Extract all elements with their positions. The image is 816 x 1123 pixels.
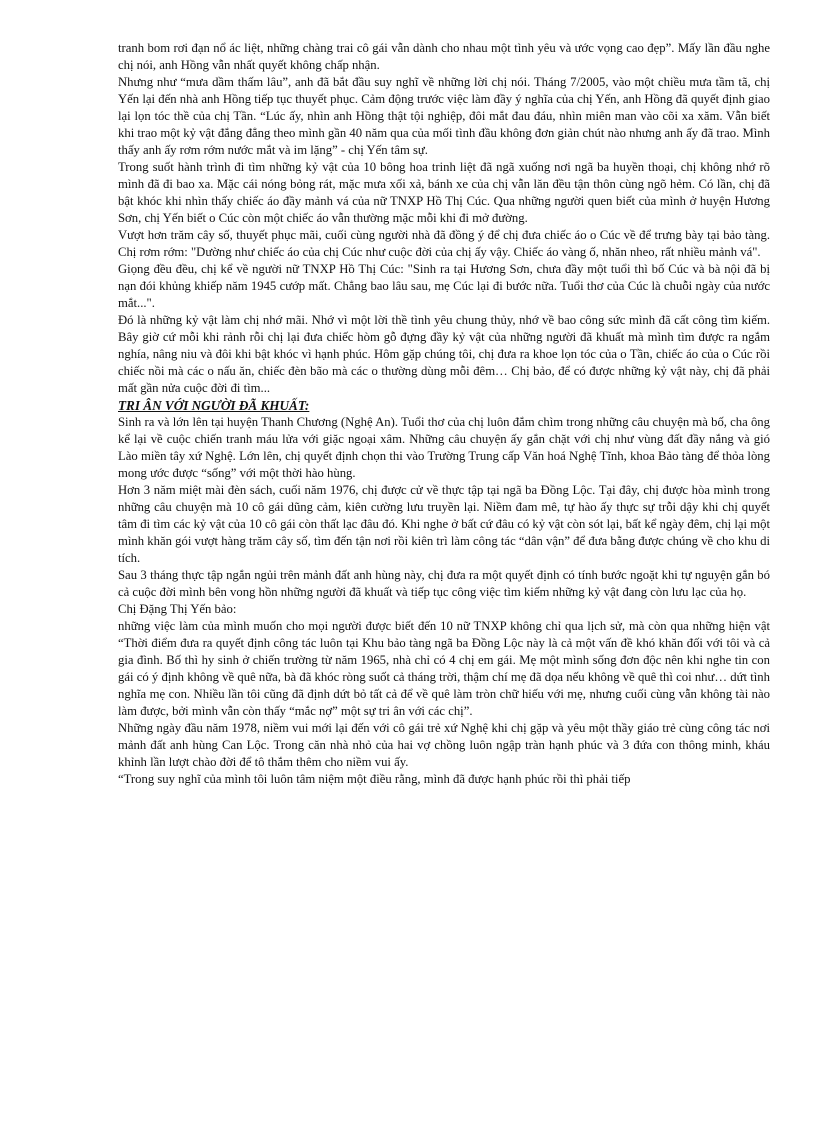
paragraph-4: Vượt hơn trăm cây số, thuyết phục mãi, cuối cùng người nhà đã đồng ý để chị đưa chiếc áo o Cúc về để trưng bày tại bảo tàng. Chị rơm rớm: "Dường như chiếc áo của chị Cúc như cuộc đời của chị ấy vậy. Chiếc áo vàng ố, nhăn nheo, rất nhiều mảnh vá".: [118, 228, 770, 259]
paragraph-3: Trong suốt hành trình đi tìm những kỷ vật của 10 bông hoa trinh liệt đã ngã xuống nơi ngã ba huyền thoại, chị không nhớ rõ mình đã đi bao xa. Mặc cái nóng bỏng rát, mặc mưa xối xả, bánh xe của chị vẫn lăn đều tận thôn cùng ngõ hẻm. Có lần, chị đã bật khóc khi nhìn thấy chiếc áo đầy mảnh vá của nữ TNXP Hồ Thị Cúc. Qua những người quen biết của mình ở huyện Hương Sơn, chị Yến biết o Cúc còn một chiếc áo vẫn thường mặc mỗi khi đi mở đường.: [118, 160, 770, 225]
paragraph-6: Đó là những kỷ vật làm chị nhớ mãi. Nhớ vì một lời thề tình yêu chung thủy, nhớ về bao công sức mình đã cất công tìm kiếm. Bây giờ cứ mỗi khi rảnh rỗi chị lại đưa chiếc hòm gỗ đựng đầy kỷ vật của những người đã khuất mà mình tìm được ra ngắm nghía, nâng niu và đôi khi bật khóc vì hạnh phúc. Hôm gặp chúng tôi, chị đưa ra khoe lọn tóc của o Tần, chiếc áo của o Cúc rồi chiếc nồi mà các o nấu ăn, chiếc đèn bão mà các o thường dùng mỗi đêm… Chị bảo, để có được những kỷ vật này, chị đã phải mất gần nửa cuộc đời đi tìm...: [118, 313, 770, 395]
document-page: [118, 40, 770, 788]
paragraph-13: “Trong suy nghĩ của mình tôi luôn tâm niệm một điều rằng, mình đã được hạnh phúc rồi thì phải tiếp: [118, 772, 631, 786]
paragraph-11: những việc làm của mình muốn cho mọi người được biết đến 10 nữ TNXP không chỉ qua lịch sử, mà còn qua những hiện vật “Thời điểm đưa ra quyết định công tác luôn tại Khu bảo tàng ngã ba Đồng Lộc này là cả một vấn đề khó khăn đối với tôi và cả gia đình. Bố thì hy sinh ở chiến trường từ năm 1965, nhà chỉ có 4 chị em gái. Mẹ một mình sống đơn độc nên khi nghe tin con gái có ý định không về quê nữa, bà đã khóc ròng suốt cả tháng trời, thậm chí mẹ đã dọa nếu không về quê thì coi như… dứt tình nghĩa mẹ con. Nhiều lần tôi cũng đã định dứt bỏ tất cả để về quê làm tròn chữ hiếu với mẹ, nhưng cuối cùng vẫn không tài nào làm được, bởi mình vẫn còn thấy “mắc nợ” một sự tri ân với các chị”.: [118, 619, 770, 718]
paragraph-9: Sau 3 tháng thực tập ngắn ngủi trên mảnh đất anh hùng này, chị đưa ra một quyết định có tính bước ngoặt khi tự nguyện gắn bó cả cuộc đời mình bên vong hồn những người đã khuất và tiếp tục công việc tìm kiếm những kỷ vật đang còn lưu lạc của họ.: [118, 568, 770, 599]
paragraph-8: Hơn 3 năm miệt mài đèn sách, cuối năm 1976, chị được cử về thực tập tại ngã ba Đồng Lộc. Tại đây, chị được hòa mình trong những câu chuyện mà 10 cô gái dũng cảm, kiên cường lưu truyền lại. Niềm đam mê, tự hào ấy thực sự trỗi dậy khi chị quyết tâm đi tìm các kỷ vật của 10 cô gái còn thất lạc đâu đó. Khi nghe ở bất cứ đâu có kỷ vật còn sót lại, bất kể ngày đêm, chị lại một mình khăn gói vượt hàng trăm cây số, tìm đến tận nơi rồi kiên trì làm công tác “dân vận” để đưa bằng được chúng về cho khu di tích.: [118, 483, 770, 565]
section-heading: TRI ÂN VỚI NGƯỜI ĐÃ KHUẤT:: [118, 398, 310, 413]
paragraph-7: Sinh ra và lớn lên tại huyện Thanh Chương (Nghệ An). Tuổi thơ của chị luôn đắm chìm trong những câu chuyện mà bố, cha ông kể lại về cuộc chiến tranh máu lửa với giặc ngoại xâm. Những câu chuyện ấy gắn chặt với chị như vùng đất đầy nắng và gió Lào miền tây xứ Nghệ. Lớn lên, chị quyết định chọn thi vào Trường Trung cấp Văn hoá Nghệ Tĩnh, khoa Bảo tàng để thỏa lòng mong ước được “sống” với một thời hào hùng.: [118, 415, 770, 480]
paragraph-10: Chị Đặng Thị Yến bảo:: [118, 602, 237, 616]
paragraph-12: Những ngày đầu năm 1978, niềm vui mới lại đến với cô gái trẻ xứ Nghệ khi chị gặp và yêu một thầy giáo trẻ cùng công tác nơi mảnh đất anh hùng Can Lộc. Trong căn nhà nhỏ của hai vợ chồng luôn ngập tràn hạnh phúc và 3 đứa con thông minh, kháu khỉnh lần lượt chào đời để tô thắm thêm cho niềm vui ấy.: [118, 721, 770, 769]
paragraph-5: Giọng đều đều, chị kể về người nữ TNXP Hồ Thị Cúc: "Sinh ra tại Hương Sơn, chưa đầy một tuổi thì bố Cúc và bà nội đã bị nạn đói khủng khiếp năm 1945 cướp mất. Chẳng bao lâu sau, mẹ Cúc lại đi bước nữa. Tuổi thơ của Cúc là chuỗi ngày của nước mắt...".: [118, 262, 770, 310]
paragraph-1: tranh bom rơi đạn nổ ác liệt, những chàng trai cô gái vẫn dành cho nhau một tình yêu và ước vọng cao đẹp”. Mấy lần đầu nghe chị nói, anh Hồng vẫn nhất quyết không chấp nhận.: [118, 41, 770, 72]
paragraph-2: Nhưng như “mưa dầm thấm lâu”, anh đã bắt đầu suy nghĩ về những lời chị nói. Tháng 7/2005, vào một chiều mưa tầm tã, chị Yến lại đến nhà anh Hồng tiếp tục thuyết phục. Cảm động trước việc làm đầy ý nghĩa của chị Yến, anh Hồng đã quyết định giao lại lọn tóc thề của chị Tần. “Lúc ấy, nhìn anh Hồng thật tội nghiệp, đôi mắt đau đáu, nhìn miên man vào cõi xa xăm. Vẫn biết khi trao một kỷ vật đắng đẳng theo mình gần 40 năm qua của mối tình đầu không đơn giản chút nào nhưng anh ấy đã trao. Mình thấy anh ấy rơm rớm nước mắt và im lặng” - chị Yến tâm sự.: [118, 75, 770, 157]
